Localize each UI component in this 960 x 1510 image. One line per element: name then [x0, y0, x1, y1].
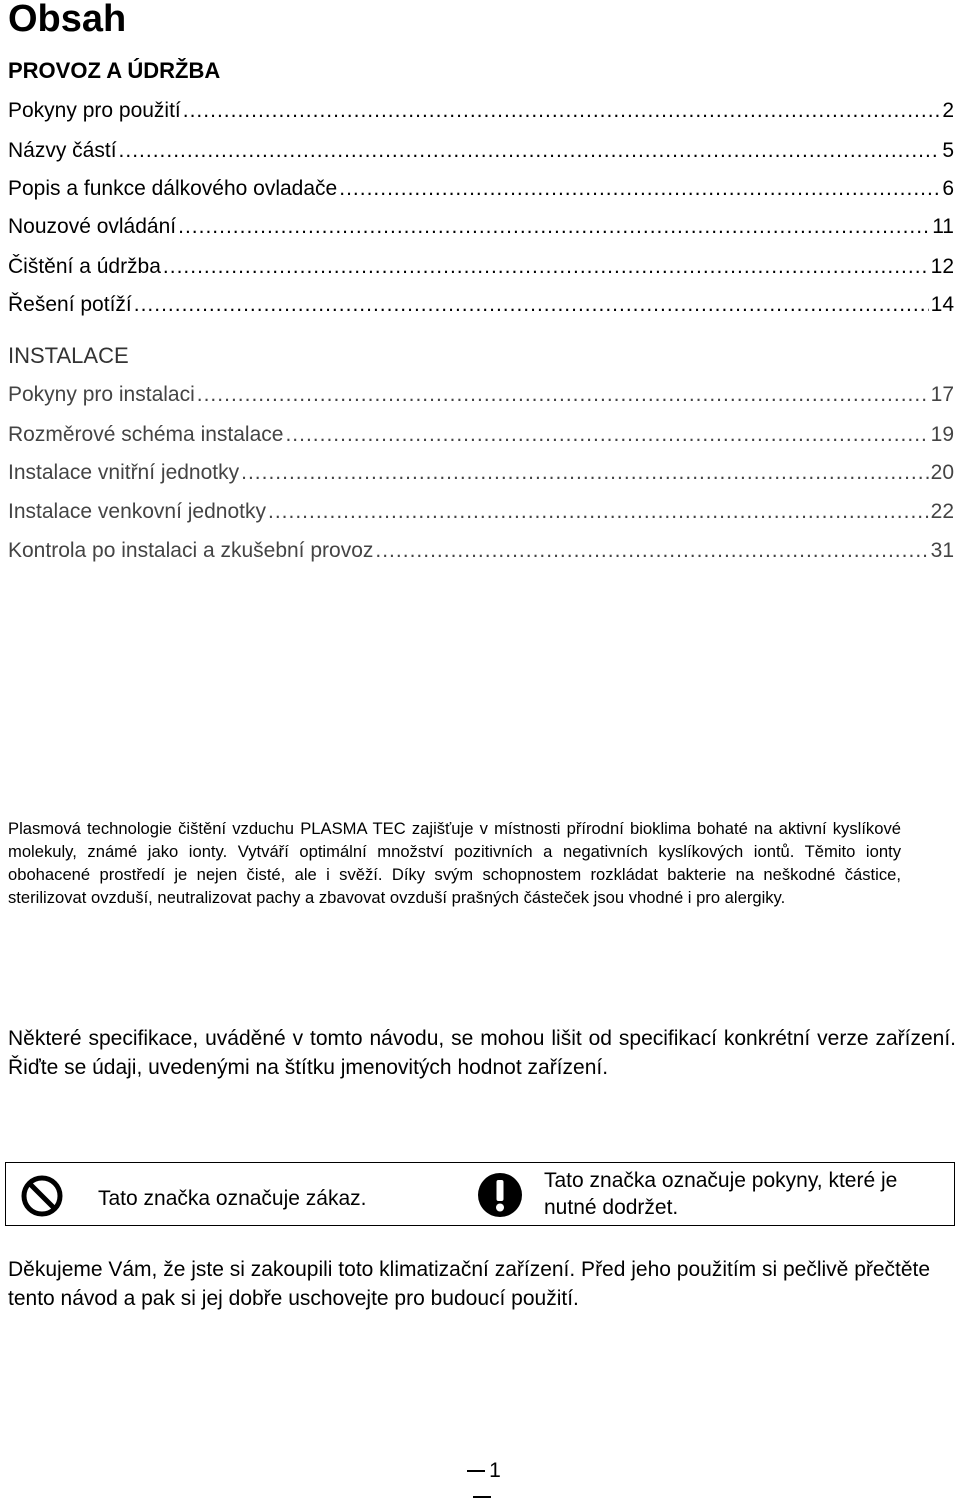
toc-entry-label: Popis a funkce dálkového ovladače [8, 177, 338, 200]
toc-entry[interactable] [8, 290, 954, 320]
page-title: Obsah [8, 0, 127, 40]
toc-leader-dots [197, 380, 929, 410]
symbol-legend-box [5, 1162, 955, 1226]
toc-entry[interactable] [8, 380, 954, 410]
toc-entry-label: Pokyny pro použití [8, 99, 181, 122]
toc-entry-page: 11 [932, 215, 954, 238]
toc-entry[interactable] [8, 420, 954, 450]
toc-entry-label: Instalace vnitřní jednotky [8, 461, 240, 484]
toc-entry-label: Kontrola po instalaci a zkušební provoz [8, 539, 374, 562]
toc-entry-page: 6 [942, 177, 954, 200]
toc-entry-page: 20 [930, 461, 954, 484]
toc-entry[interactable] [8, 96, 954, 126]
toc-entry[interactable] [8, 252, 954, 282]
toc-entry-label: Rozměrové schéma instalace [8, 423, 284, 446]
toc-entry-label: Čištění a údržba [8, 255, 161, 278]
toc-entry-page: 2 [942, 99, 954, 122]
plasma-technology-paragraph: Plasmová technologie čištění vzduchu PLASMA TEC zajišťuje v místnosti přírodní bioklima bohaté na aktivní kyslíkové molekuly, známé jako ionty. Vytváří optimální množství pozitivních a negativních kyslíkových iontů. Těmito ionty obohacené prostředí je nejen čisté, ale i svěží. Díky svým schopnostem rozkládat bakterie na neškodné částice, sterilizovat ovzduší, neutralizovat pachy a zbavovat ovzduší prašných částeček jsou vhodné i pro alergiky. [8, 819, 901, 907]
toc-entry-label: Nouzové ovládání [8, 215, 177, 238]
toc-leader-dots [285, 420, 928, 450]
toc-entry[interactable] [8, 536, 954, 566]
toc-entry-label: Řešení potíží [8, 293, 132, 316]
prohibition-icon [20, 1174, 64, 1223]
toc-leader-dots [163, 252, 929, 282]
specification-note: Některé specifikace, uváděné v tomto návodu, se mohou lišit od specifikací konkrétní verze zařízení. Řiďte se údaji, uvedenými na štítku jmenovitých hodnot zařízení. [8, 1027, 956, 1079]
toc-entry-label: Instalace venkovní jednotky [8, 500, 266, 523]
toc-leader-dots [241, 458, 929, 488]
toc-entry-page: 22 [930, 500, 954, 523]
section-heading-operation: PROVOZ A ÚDRŽBA [8, 58, 221, 83]
toc-leader-dots [178, 212, 930, 242]
toc-leader-dots [339, 174, 940, 204]
toc-entry[interactable] [8, 174, 954, 204]
page-number [452, 1458, 512, 1510]
toc-leader-dots [134, 290, 929, 320]
toc-entry-label: Pokyny pro instalaci [8, 383, 195, 406]
toc-entry[interactable] [8, 458, 954, 488]
thanks-paragraph: Děkujeme Vám, že jste si zakoupili toto klimatizační zařízení. Před jeho použitím si pečlivě přečtěte tento návod a pak si jej dobře uschovejte pro budoucí použití. [8, 1258, 931, 1310]
page-number-dash-left [467, 1470, 485, 1472]
toc-leader-dots [268, 497, 929, 527]
toc-entry[interactable] [8, 497, 954, 527]
prohibition-legend-text: Tato značka označuje zákaz. [98, 1187, 367, 1210]
toc-entry-page: 19 [930, 423, 954, 446]
toc-entry-page: 31 [930, 539, 954, 562]
page-number-dash-right [473, 1496, 491, 1498]
toc-entry-page: 12 [930, 255, 954, 278]
toc-leader-dots [183, 96, 941, 126]
toc-entry[interactable] [8, 212, 954, 242]
toc-entry-label: Názvy částí [8, 139, 117, 162]
toc-leader-dots [119, 136, 941, 166]
toc-leader-dots [375, 536, 928, 566]
toc-entry-page: 17 [930, 383, 954, 406]
section-heading-installation: INSTALACE [8, 343, 129, 368]
toc-entry-page: 5 [942, 139, 954, 162]
mandatory-legend-text: Tato značka označuje pokyny, které je nutné dodržet. [544, 1169, 898, 1219]
exclamation-icon [477, 1172, 523, 1223]
toc-entry-page: 14 [930, 293, 954, 316]
page-number-value: 1 [489, 1459, 501, 1482]
toc-entry[interactable] [8, 136, 954, 166]
